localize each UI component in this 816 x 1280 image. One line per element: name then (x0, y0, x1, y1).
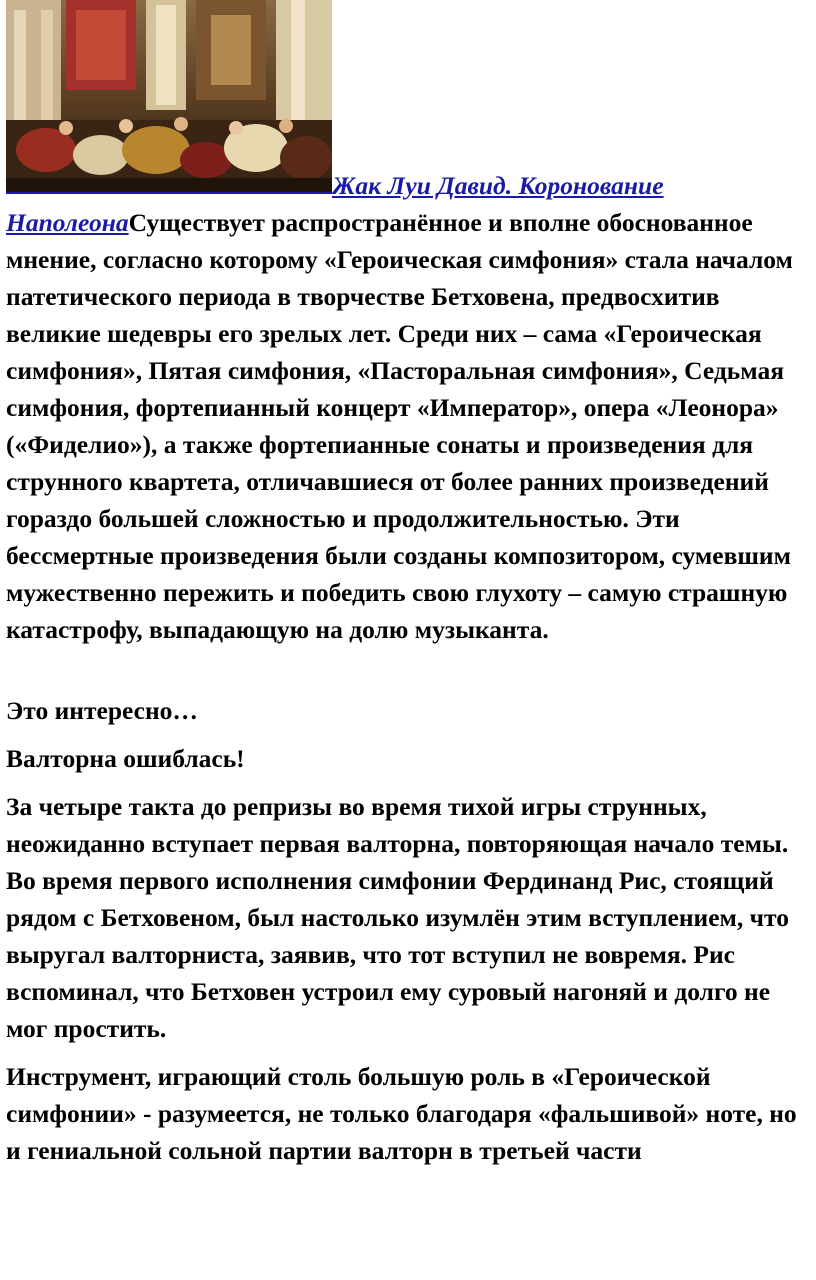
section-spacer (6, 648, 812, 692)
caption-part-1: Жак Луи Давид. Коронование (332, 171, 664, 200)
caption-part-2: Наполеона (6, 208, 129, 237)
paragraph-1: За четыре такта до репризы во время тихой игры струнных, неожиданно вступает первая валторна, повторяющая начало темы. Во время первого исполнения симфонии Фердинанд Рис, стоящий рядом с Бетховеном, был настолько изумлён этим вступлением, что выругал валторниста, заявив, что тот вступил не вовремя. Рис вспоминал, что Бетховен устроил ему суровый нагоняй и долго не мог простить. (6, 792, 789, 1043)
subheading: Валторна ошиблась! (6, 744, 245, 773)
document-page (6, 0, 812, 1180)
coronation-painting-icon (6, 0, 332, 192)
intro-text: Существует распространённое и вполне обоснованное мнение, согласно которому «Героическая симфония» стала началом патетического периода в творчестве Бетховена, предвосхитив великие шедевры его зрелых лет. Среди них – сама «Героическая симфония», Пятая симфония, «Пасторальная симфония», Седьмая симфония, фортепианный концерт «Император», опера «Леонора» («Фиделио»), а также фортепианные сонаты и произведения для струнного квартета, отличавшиеся от более ранних произведений гораздо большей сложностью и продолжительностью. Эти бессмертные произведения были созданы композитором, сумевшим мужественно пережить и победить свою глухоту – самую страшную катастрофу, выпадающую на долю музыканта. (6, 208, 793, 644)
intro-paragraph (6, 0, 812, 648)
section-heading: Это интересно… (6, 696, 198, 725)
coronation-painting-image[interactable] (6, 0, 332, 194)
paragraph-2: Инструмент, играющий столь большую роль в «Героической симфонии» - разумеется, не только благодаря «фальшивой» ноте, но и гениальной сольной партии валторн в третьей части (6, 1062, 797, 1165)
